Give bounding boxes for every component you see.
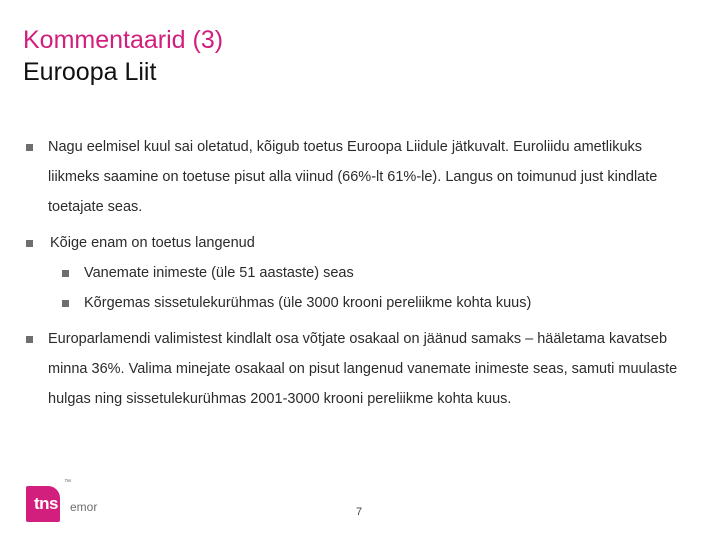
slide-title (23, 24, 223, 88)
sub-bullet-text: Kõrgemas sissetulekurühmas (üle 3000 krooni pereliikme kohta kuus) (84, 295, 532, 311)
bullet-item (23, 324, 693, 414)
logo-brand: tns (34, 494, 58, 513)
title-heading: Kommentaarid (3) (23, 26, 224, 54)
bullet-square-icon (26, 144, 33, 151)
bullet-text: Kõige enam on toetus langenud (50, 235, 255, 251)
sub-bullet-item (23, 258, 693, 288)
bullet-item (23, 228, 693, 258)
bullet-square-icon (26, 336, 33, 343)
bullet-square-icon (26, 240, 33, 247)
bullet-square-icon (62, 270, 69, 277)
bullet-square-icon (62, 300, 69, 307)
title-subheading: Euroopa Liit (23, 58, 157, 86)
tns-emor-logo (24, 479, 124, 525)
sub-bullet-item (23, 288, 693, 318)
logo-sub: emor (70, 500, 98, 514)
bullet-text: Nagu eelmisel kuul sai oletatud, kõigub toetus Euroopa Liidule jätkuvalt. Euroliidu ametlikuks liikmeks saamine on toetuse pisut alla viinud (66%-lt 61%-le). Langus on toimunud just kindlate toetajate seas. (48, 139, 658, 215)
trademark-icon: ™ (64, 479, 71, 486)
bullet-list (23, 132, 693, 414)
sub-bullet-text: Vanemate inimeste (üle 51 aastaste) seas (84, 265, 354, 281)
bullet-text: Europarlamendi valimistest kindlalt osa võtjate osakaal on jäänud samaks – hääletama kavatseb minna 36%. Valima minejate osakaal on pisut langenud vanemate inimeste seas, samuti muulaste hulgas ning sissetulekurühmas 2001-3000 krooni pereliikme kohta kuus. (48, 331, 678, 407)
page-number: 7 (356, 506, 363, 518)
bullet-item (23, 132, 693, 222)
